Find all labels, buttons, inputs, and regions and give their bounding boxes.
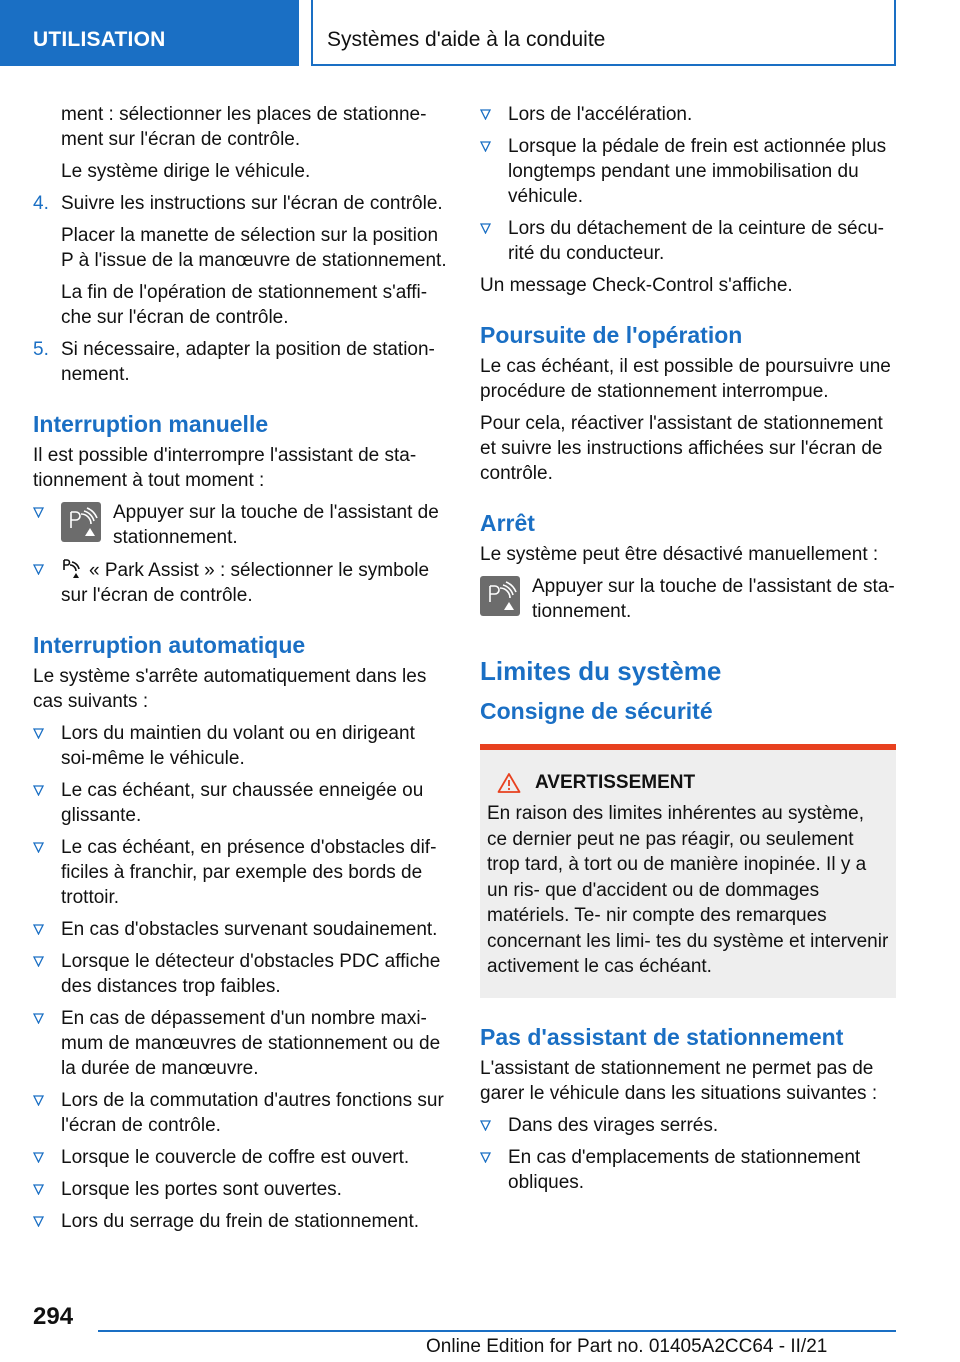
list-item <box>33 500 448 550</box>
heading-resume: Poursuite de l'opération <box>480 322 743 348</box>
triangle-bullet-icon <box>33 785 44 796</box>
paragraph: Un message Check-Control s'affiche. <box>480 275 793 296</box>
list-item-text: Lors de l'accélération. <box>508 104 693 125</box>
step-text: Suivre les instructions sur l'écran de contrôle. <box>61 193 443 214</box>
step-5 <box>33 337 448 387</box>
list-item-text: Lorsque les portes sont ouvertes. <box>61 1179 342 1200</box>
list-item <box>480 1113 896 1138</box>
step-text: Si nécessaire, adapter la position de station- nement. <box>61 339 435 385</box>
list-item <box>33 778 448 828</box>
paragraph: Le système dirige le véhicule. <box>61 161 311 182</box>
list-item <box>33 835 448 910</box>
instruction-text: Appuyer sur la touche de l'assistant de sta- tionnement. <box>532 576 895 622</box>
list-item <box>480 1145 896 1195</box>
triangle-bullet-icon <box>33 1013 44 1024</box>
no-assistant-list <box>480 1113 896 1195</box>
list-item-text: Appuyer sur la touche de l'assistant de stationnement. <box>113 502 439 548</box>
park-assist-symbol-icon <box>61 557 83 579</box>
warning-text: En raison des limites inhérentes au système, ce dernier peut ne pas réagir, ou seulement trop tard, à tort ou de manière inopinée. Il y a un ris- que d'accident ou de dommages matériels. Te- nir compte des remarques concernant les limi- tes du système et intervenir activement le cas échéant. <box>487 803 889 977</box>
paragraph: L'assistant de stationnement ne permet pas de garer le véhicule dans les situations suivantes : <box>480 1057 878 1104</box>
list-item <box>33 1088 448 1138</box>
list-item-text: Lors du maintien du volant ou en dirigeant soi-même le véhicule. <box>61 723 415 769</box>
warning-triangle-icon <box>497 772 521 794</box>
list-item <box>33 1209 448 1234</box>
paragraph: Placer la manette de sélection sur la position P à l'issue de la manœuvre de stationnement. <box>61 225 447 271</box>
paragraph: Le système s'arrête automatiquement dans les cas suivants : <box>33 666 427 712</box>
list-item-text: Lorsque le couvercle de coffre est ouvert. <box>61 1147 410 1168</box>
footer-divider <box>98 1330 896 1332</box>
list-item-text: Lorsque la pédale de frein est actionnée plus longtemps pendant une immobilisation du véhicule. <box>508 136 887 207</box>
paragraph: La fin de l'opération de stationnement s'affi- che sur l'écran de contrôle. <box>61 282 428 328</box>
triangle-bullet-icon <box>33 842 44 853</box>
interruption-list-continued <box>480 102 896 266</box>
list-item <box>480 216 896 266</box>
triangle-bullet-icon <box>480 141 491 152</box>
section-title: UTILISATION <box>33 28 166 51</box>
list-item-text: Lorsque le détecteur d'obstacles PDC affiche des distances trop faibles. <box>61 951 441 997</box>
list-item <box>33 721 448 771</box>
heading-no-parking-assistant: Pas d'assistant de stationnement <box>480 1023 844 1050</box>
chapter-tab <box>311 0 896 66</box>
park-assist-button-icon <box>480 576 520 616</box>
triangle-bullet-icon <box>33 1216 44 1227</box>
right-column <box>480 102 896 1202</box>
list-item-text: Dans des virages serrés. <box>508 1114 719 1136</box>
triangle-bullet-icon <box>33 507 44 518</box>
paragraph: Il est possible d'interrompre l'assistant de sta- tionnement à tout moment : <box>33 445 417 491</box>
list-item-text: En cas de dépassement d'un nombre maxi- mum de manœuvres de stationnement ou de la durée de manœuvre. <box>61 1008 441 1079</box>
park-assist-button-icon <box>61 502 101 542</box>
triangle-bullet-icon <box>480 109 491 120</box>
paragraph: Pour cela, réactiver l'assistant de stationnement et suivre les instructions affichées sur l'écran de contrôle. <box>480 413 883 484</box>
heading-safety: Consigne de sécurité <box>480 698 713 724</box>
section-tab <box>0 0 299 66</box>
warning-box <box>480 744 896 998</box>
list-item-text: En cas d'emplacements de stationnement obliques. <box>508 1146 861 1193</box>
list-item <box>480 134 896 209</box>
triangle-bullet-icon <box>33 924 44 935</box>
list-item <box>33 1006 448 1081</box>
list-item-text: Lors du détachement de la ceinture de sécu- rité du conducteur. <box>508 218 885 264</box>
heading-automatic-interruption: Interruption automatique <box>33 632 306 658</box>
auto-interruption-list <box>33 721 448 1234</box>
triangle-bullet-icon <box>33 1095 44 1106</box>
triangle-bullet-icon <box>33 564 44 575</box>
heading-system-limits: Limites du système <box>480 656 722 686</box>
chapter-title: Systèmes d'aide à la conduite <box>327 28 606 51</box>
heading-stop: Arrêt <box>480 510 535 536</box>
list-item <box>480 102 896 127</box>
triangle-bullet-icon <box>480 1120 491 1131</box>
list-item-text: Le cas échéant, en présence d'obstacles dif- ficiles à franchir, par exemple des bords de trottoir. <box>61 837 437 908</box>
list-item-text: Lors de la commutation d'autres fonctions sur l'écran de contrôle. <box>61 1090 444 1136</box>
list-item <box>33 949 448 999</box>
triangle-bullet-icon <box>33 956 44 967</box>
stop-instruction <box>480 574 896 624</box>
list-item-text: En cas d'obstacles survenant soudainement. <box>61 919 438 940</box>
left-column <box>33 102 448 1241</box>
list-item <box>33 1177 448 1202</box>
triangle-bullet-icon <box>480 223 491 234</box>
step-number: 5. <box>33 339 49 360</box>
paragraph: Le système peut être désactivé manuellement : <box>480 544 879 565</box>
list-item-text: « Park Assist » : sélectionner le symbole sur l'écran de contrôle. <box>61 560 430 606</box>
triangle-bullet-icon <box>480 1152 491 1163</box>
list-item <box>33 557 448 608</box>
list-item <box>33 917 448 942</box>
warning-title <box>487 770 889 795</box>
triangle-bullet-icon <box>33 1184 44 1195</box>
list-item <box>33 1145 448 1170</box>
list-item-text: Lors du serrage du frein de stationnement. <box>61 1211 420 1232</box>
step-4 <box>33 191 448 216</box>
step-number: 4. <box>33 193 49 214</box>
paragraph: Le cas échéant, il est possible de poursuivre une procédure de stationnement interrompue. <box>480 356 891 402</box>
triangle-bullet-icon <box>33 728 44 739</box>
page-number: 294 <box>33 1303 74 1330</box>
list-item-text: Le cas échéant, sur chaussée enneigée ou glissante. <box>61 780 424 826</box>
heading-manual-interruption: Interruption manuelle <box>33 411 269 437</box>
triangle-bullet-icon <box>33 1152 44 1163</box>
edition-note: Online Edition for Part no. 01405A2CC64 - II/21 <box>426 1336 828 1357</box>
warning-title-text: AVERTISSEMENT <box>535 772 696 793</box>
paragraph: ment : sélectionner les places de stationne- ment sur l'écran de contrôle. <box>61 104 427 150</box>
